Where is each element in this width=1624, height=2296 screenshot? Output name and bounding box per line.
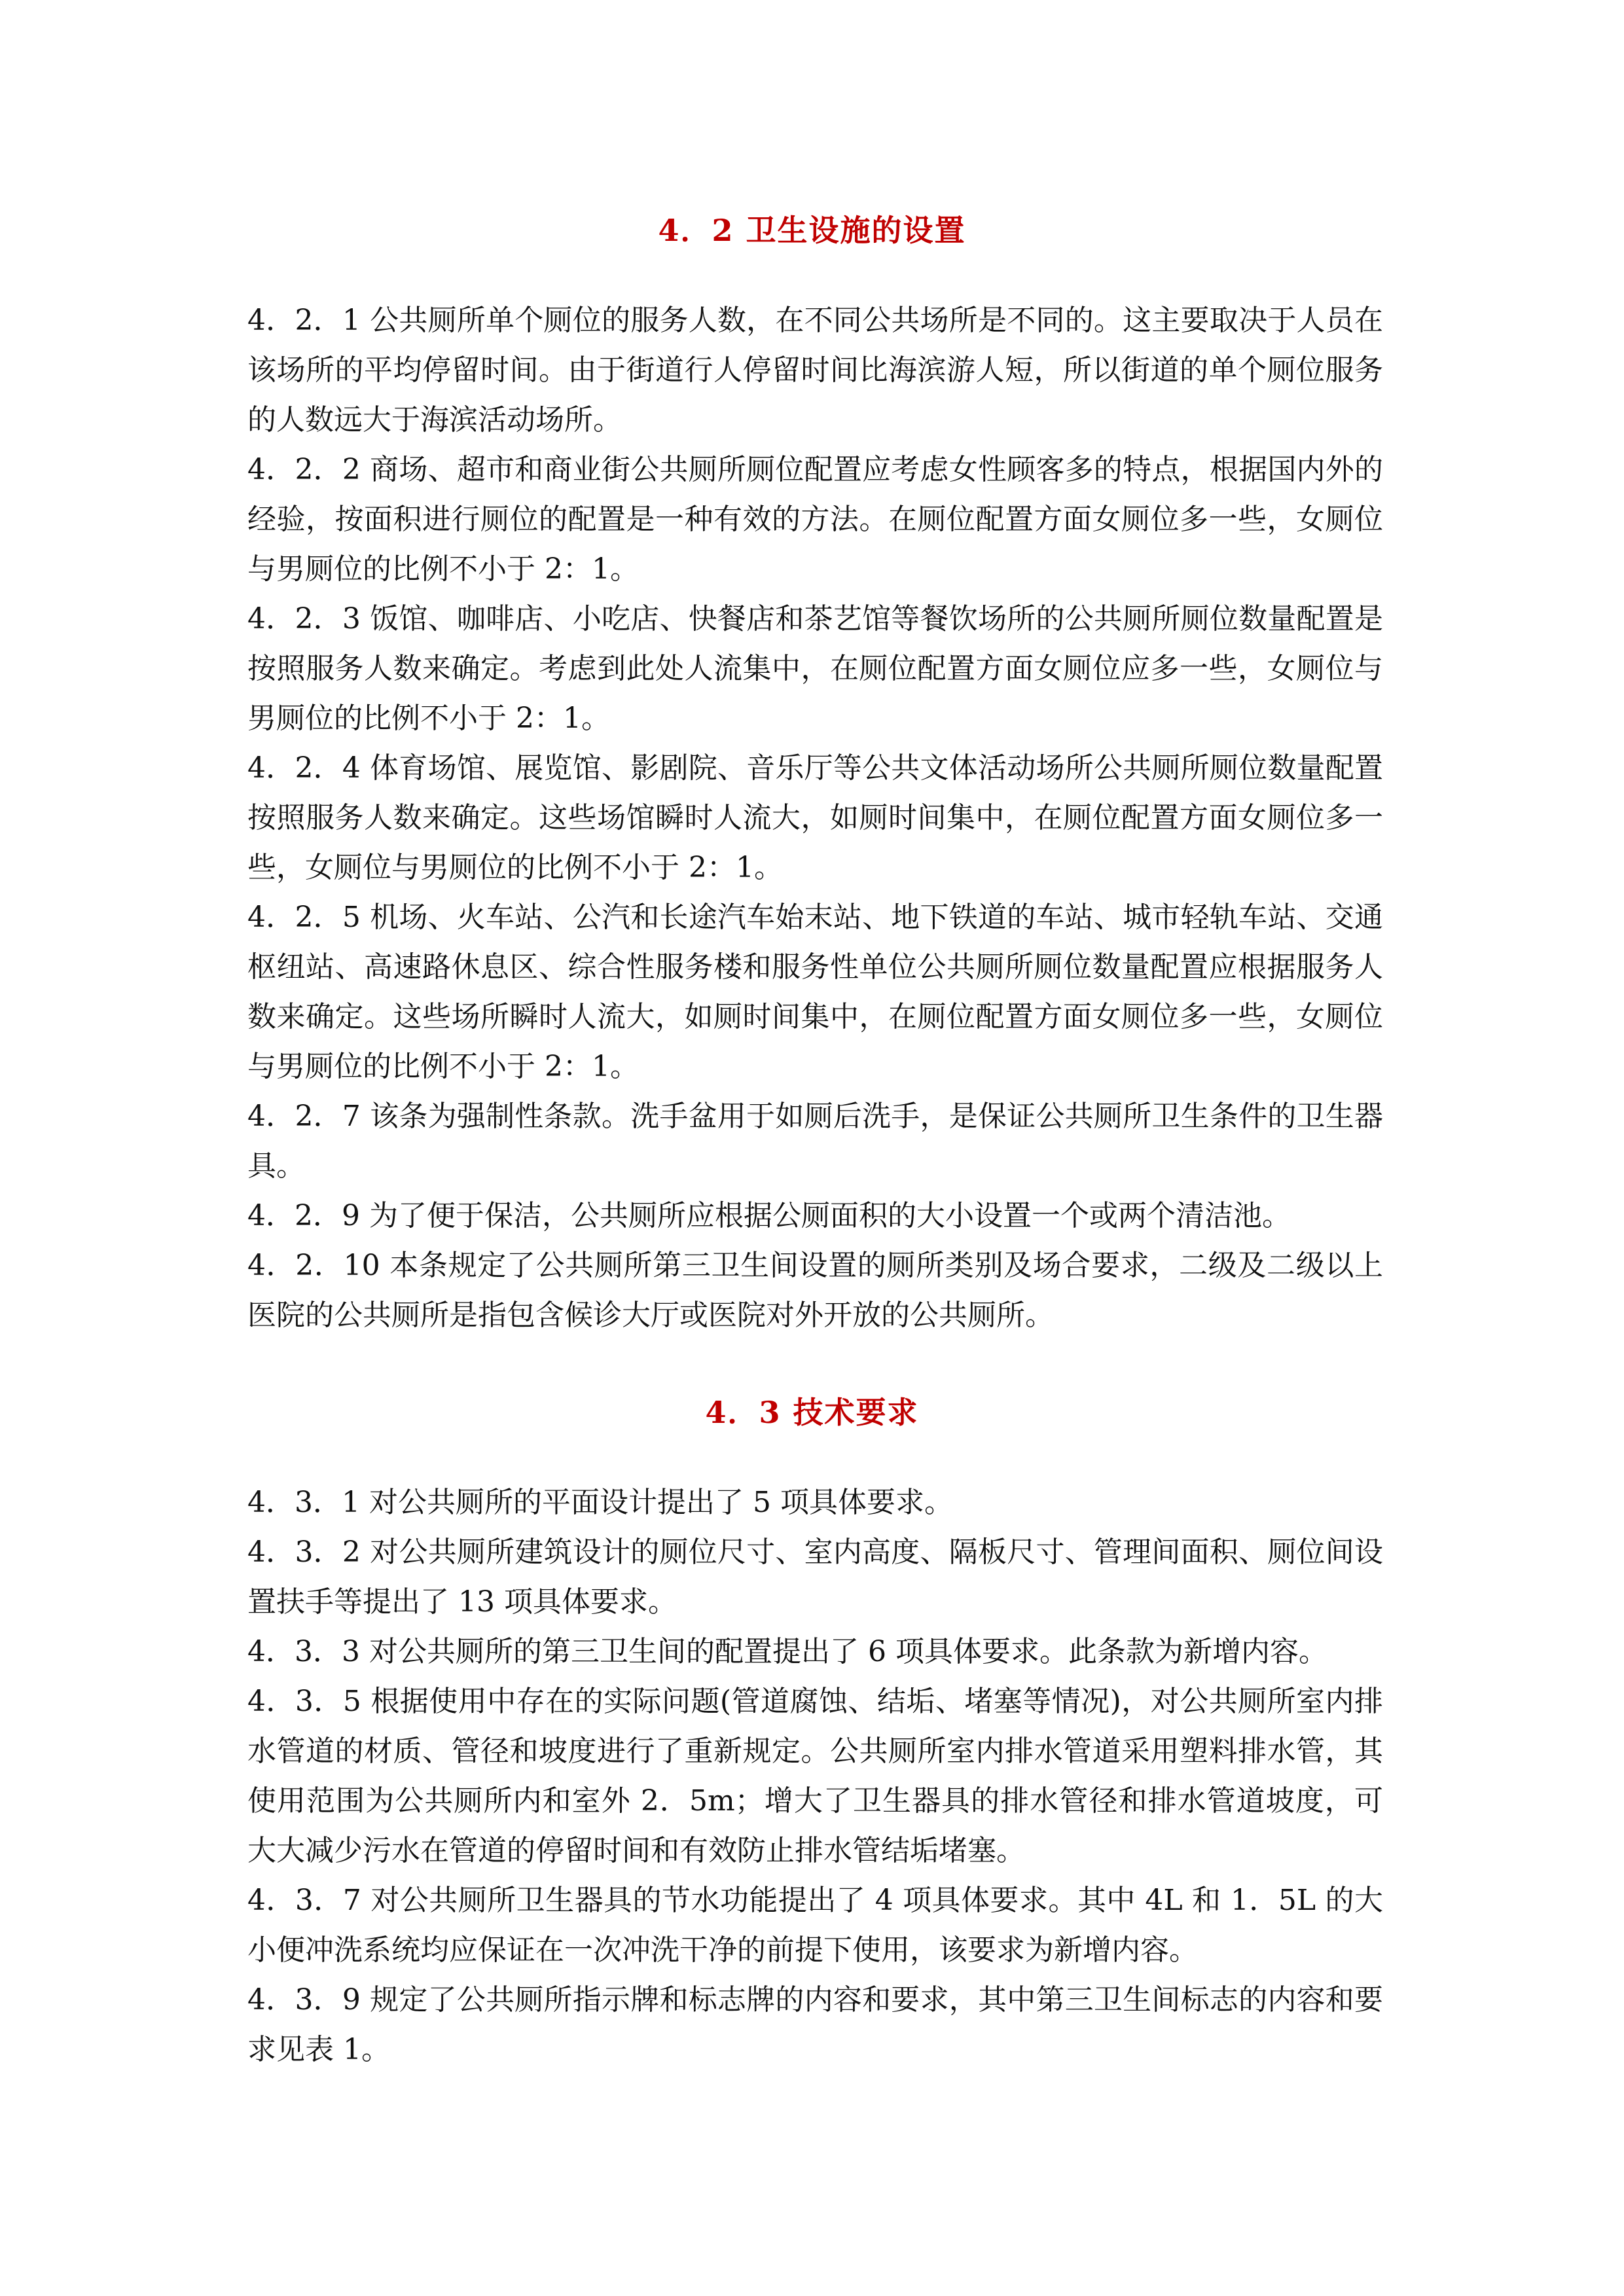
clause-4-2-5 bbox=[247, 893, 1383, 1092]
clause-4-3-2 bbox=[247, 1528, 1383, 1627]
clause-4-2-3 bbox=[247, 594, 1383, 744]
clause-4-2-10 bbox=[247, 1241, 1383, 1340]
clause-text: 商场、超市和商业街公共厕所厕位配置应考虑女性顾客多的特点，根据国内外的经验，按面积进行厕位的配置是一种有效的方法。在厕位配置方面女厕位多一些，女厕位与男厕位的比例不小于 2：1。 bbox=[247, 453, 1384, 586]
clause-4-2-2 bbox=[247, 445, 1383, 594]
clause-4-3-3 bbox=[247, 1627, 1383, 1677]
clause-number: 4．2．3 bbox=[247, 602, 361, 636]
clause-number: 4．3．2 bbox=[247, 1535, 361, 1569]
clause-4-2-4 bbox=[247, 744, 1383, 893]
clause-text: 机场、火车站、公汽和长途汽车始末站、地下铁道的车站、城市轻轨车站、交通枢纽站、高速路休息区、综合性服务楼和服务性单位公共厕所厕位数量配置应根据服务人数来确定。这些场所瞬时人流大，如厕时间集中，在厕位配置方面女厕位多一些，女厕位与男厕位的比例不小于 2：1。 bbox=[247, 901, 1384, 1083]
clause-text: 体育场馆、展览馆、影剧院、音乐厅等公共文体活动场所公共厕所厕位数量配置按照服务人数来确定。这些场馆瞬时人流大，如厕时间集中，在厕位配置方面女厕位多一些，女厕位与男厕位的比例不小于 2：1。 bbox=[247, 751, 1384, 884]
clause-text: 为了便于保洁，公共厕所应根据公厕面积的大小设置一个或两个清洁池。 bbox=[369, 1199, 1291, 1232]
clause-number: 4．2．10 bbox=[247, 1249, 380, 1282]
clause-number: 4．2．4 bbox=[247, 751, 361, 785]
clause-4-2-9 bbox=[247, 1191, 1383, 1241]
clause-number: 4．2．1 bbox=[247, 304, 361, 337]
clause-text: 对公共厕所建筑设计的厕位尺寸、室内高度、隔板尺寸、管理间面积、厕位间设置扶手等提出了 13 项具体要求。 bbox=[247, 1535, 1384, 1619]
clause-number: 4．3．3 bbox=[247, 1635, 360, 1668]
section-body-4-2 bbox=[247, 296, 1383, 1340]
section-heading-4-2: 4．2 卫生设施的设置 bbox=[658, 213, 966, 248]
clause-4-3-9 bbox=[247, 1975, 1383, 2075]
section-body-4-3 bbox=[247, 1478, 1383, 2075]
clause-4-2-7 bbox=[247, 1092, 1383, 1191]
clause-text: 该条为强制性条款。洗手盆用于如厕后洗手，是保证公共厕所卫生条件的卫生器具。 bbox=[247, 1100, 1384, 1183]
clause-number: 4．2．9 bbox=[247, 1199, 360, 1232]
clause-text: 对公共厕所卫生器具的节水功能提出了 4 项具体要求。其中 4L 和 1．5L 的大小便冲洗系统均应保证在一次冲洗干净的前提下使用，该要求为新增内容。 bbox=[247, 1884, 1383, 1967]
section-heading-4-3: 4．3 技术要求 bbox=[705, 1395, 919, 1430]
clause-text: 对公共厕所的第三卫生间的配置提出了 6 项具体要求。此条款为新增内容。 bbox=[369, 1635, 1327, 1668]
clause-number: 4．3．5 bbox=[247, 1685, 361, 1718]
clause-4-3-1 bbox=[247, 1478, 1383, 1528]
clause-text: 本条规定了公共厕所第三卫生间设置的厕所类别及场合要求，二级及二级以上医院的公共厕所是指包含候诊大厅或医院对外开放的公共厕所。 bbox=[247, 1249, 1384, 1332]
clause-text: 对公共厕所的平面设计提出了 5 项具体要求。 bbox=[369, 1486, 953, 1519]
clause-number: 4．2．7 bbox=[247, 1100, 361, 1133]
clause-text: 公共厕所单个厕位的服务人数，在不同公共场所是不同的。这主要取决于人员在该场所的平均停留时间。由于街道行人停留时间比海滨游人短，所以街道的单个厕位服务的人数远大于海滨活动场所。 bbox=[247, 304, 1384, 437]
clause-text: 根据使用中存在的实际问题(管道腐蚀、结垢、堵塞等情况)，对公共厕所室内排水管道的材质、管径和坡度进行了重新规定。公共厕所室内排水管道采用塑料排水管，其使用范围为公共厕所内和室外 2．5m；增大了卫生器具的排水管径和排水管道坡度，可大大减少污水在管道的停留时间和有效防止排水管结垢堵塞。 bbox=[247, 1685, 1383, 1867]
clause-number: 4．3．7 bbox=[247, 1884, 361, 1917]
clause-number: 4．3．1 bbox=[247, 1486, 360, 1519]
clause-4-3-5 bbox=[247, 1677, 1383, 1876]
clause-number: 4．2．2 bbox=[247, 453, 361, 486]
clause-number: 4．2．5 bbox=[247, 901, 361, 934]
clause-number: 4．3．9 bbox=[247, 1983, 361, 2017]
clause-text: 规定了公共厕所指示牌和标志牌的内容和要求，其中第三卫生间标志的内容和要求见表 1。 bbox=[247, 1983, 1384, 2066]
clause-4-3-7 bbox=[247, 1876, 1383, 1975]
clause-text: 饭馆、咖啡店、小吃店、快餐店和茶艺馆等餐饮场所的公共厕所厕位数量配置是按照服务人数来确定。考虑到此处人流集中，在厕位配置方面女厕位应多一些，女厕位与男厕位的比例不小于 2：1。 bbox=[247, 602, 1384, 735]
clause-4-2-1 bbox=[247, 296, 1383, 445]
